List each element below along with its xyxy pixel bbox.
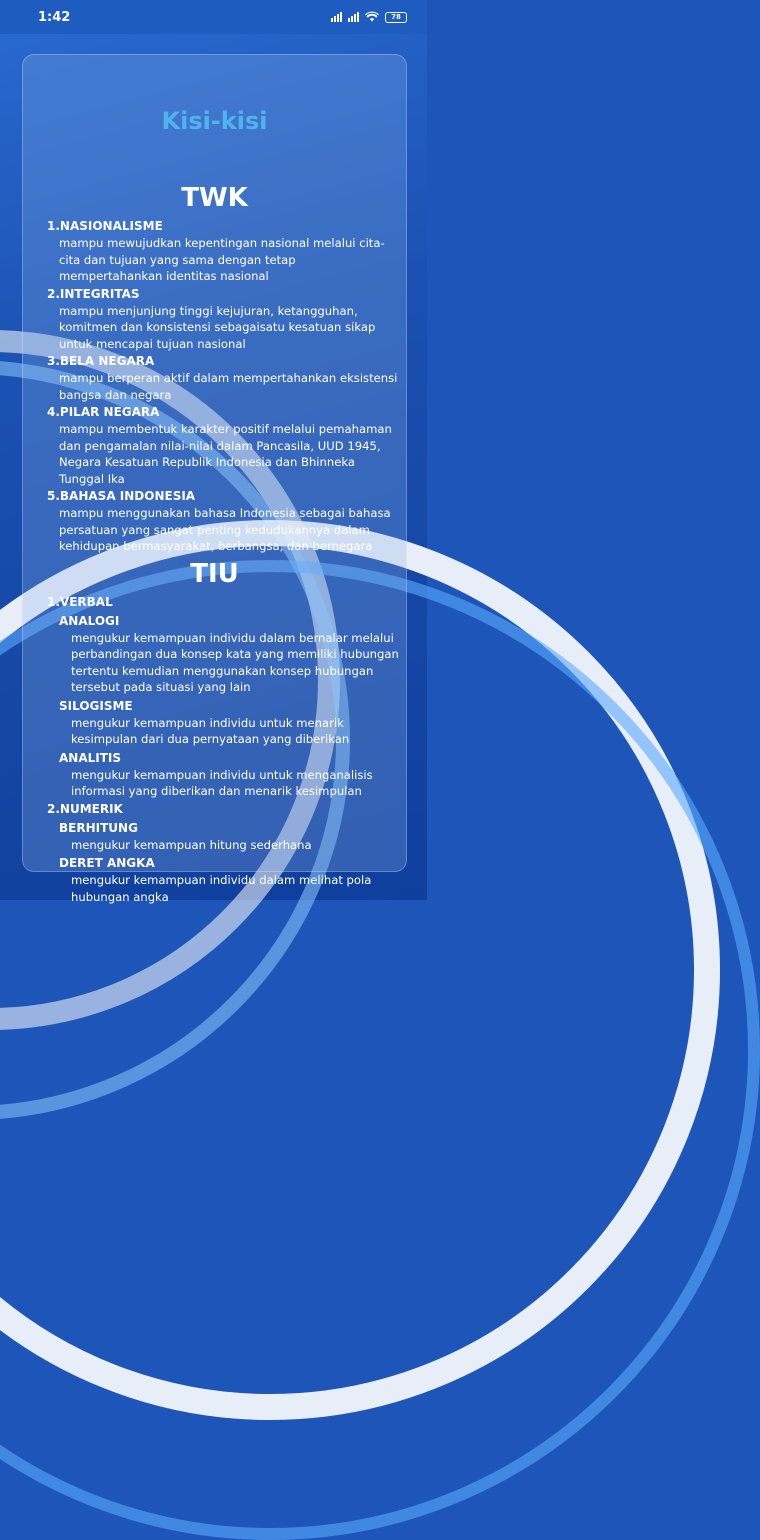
battery-icon bbox=[385, 12, 407, 23]
signal-icon bbox=[348, 12, 359, 22]
sub-item-description: mengukur kemampuan individu untuk menganalisis informasi yang diberikan dan menarik kesimpulan bbox=[71, 767, 373, 798]
sub-item bbox=[59, 820, 406, 854]
item-description: mampu mewujudkan kepentingan nasional melalui cita-cita dan tujuan yang sama dengan tetap mempertahankan identitas nasional bbox=[59, 236, 385, 283]
list-item bbox=[47, 594, 406, 800]
wifi-icon bbox=[365, 12, 379, 22]
list-item bbox=[47, 801, 406, 906]
item-title: 4.PILAR NEGARA bbox=[47, 405, 160, 419]
list-item bbox=[47, 404, 406, 487]
signal-icon bbox=[331, 12, 342, 22]
item-description: mampu membentuk karakter positif melalui pemahaman dan pengamalan nilai-nilai dalam Pancasila, UUD 1945, Negara Kesatuan Republik Indonesia dan Bhinneka Tunggal Ika bbox=[59, 422, 392, 486]
sub-item-title: SILOGISME bbox=[59, 698, 133, 713]
sub-item bbox=[59, 855, 406, 905]
page-title: Kisi-kisi bbox=[161, 107, 268, 135]
section-title-tiu: TIU bbox=[190, 558, 239, 589]
sub-item-title: ANALITIS bbox=[59, 750, 122, 765]
card-content bbox=[23, 179, 406, 905]
list-item bbox=[47, 488, 406, 555]
status-time: 1:42 bbox=[38, 9, 71, 25]
item-description: mampu menjunjung tinggi kejujuran, ketangguhan, komitmen dan konsistensi sebagaisatu kesatuan sikap untuk mencapai tujuan nasional bbox=[59, 303, 376, 351]
item-title: 2.NUMERIK bbox=[47, 801, 123, 816]
item-title: 1.VERBAL bbox=[47, 594, 113, 609]
list-item bbox=[47, 218, 406, 285]
sub-item-description: mengukur kemampuan individu dalam bernalar melalui perbandingan dua konsep kata yang memiliki hubungan tertentu kemudian menggunakan konsep hubungan tersebut pada situasi yang lain bbox=[71, 630, 399, 694]
sub-item-title: ANALOGI bbox=[59, 613, 120, 628]
item-title: 5.BAHASA INDONESIA bbox=[47, 489, 196, 503]
list-item bbox=[47, 353, 406, 403]
sub-item bbox=[59, 750, 406, 800]
sub-item bbox=[59, 613, 406, 696]
sub-item-description: mengukur kemampuan individu untuk menarik kesimpulan dari dua pernyataan yang diberikan bbox=[71, 715, 350, 746]
item-title: 2.INTEGRITAS bbox=[47, 286, 140, 301]
item-title: 3.BELA NEGARA bbox=[47, 354, 155, 368]
item-description: mampu berperan aktif dalam mempertahankan eksistensi bangsa dan negara bbox=[59, 371, 398, 402]
sub-item bbox=[59, 698, 406, 748]
sub-item-title: BERHITUNG bbox=[59, 820, 138, 835]
status-icons bbox=[331, 12, 407, 23]
item-description: mampu menggunakan bahasa Indonesia sebagai bahasa persatuan yang sangat penting kedudukannya dalam kehidupan bermasyarakat, berbangsa, dan bernegara bbox=[59, 506, 391, 553]
item-title: 1.NASIONALISME bbox=[47, 219, 163, 233]
battery-level: 78 bbox=[391, 12, 401, 21]
status-bar bbox=[0, 0, 427, 34]
sub-item-description: mengukur kemampuan hitung sederhana bbox=[71, 837, 312, 852]
section-title-twk: TWK bbox=[181, 183, 248, 213]
kisi-kisi-card[interactable] bbox=[22, 54, 407, 904]
list-item bbox=[47, 286, 406, 353]
sub-item-description: mengukur kemampuan individu dalam melihat pola hubungan angka bbox=[71, 873, 372, 904]
sub-item-title: DERET ANGKA bbox=[59, 856, 155, 870]
